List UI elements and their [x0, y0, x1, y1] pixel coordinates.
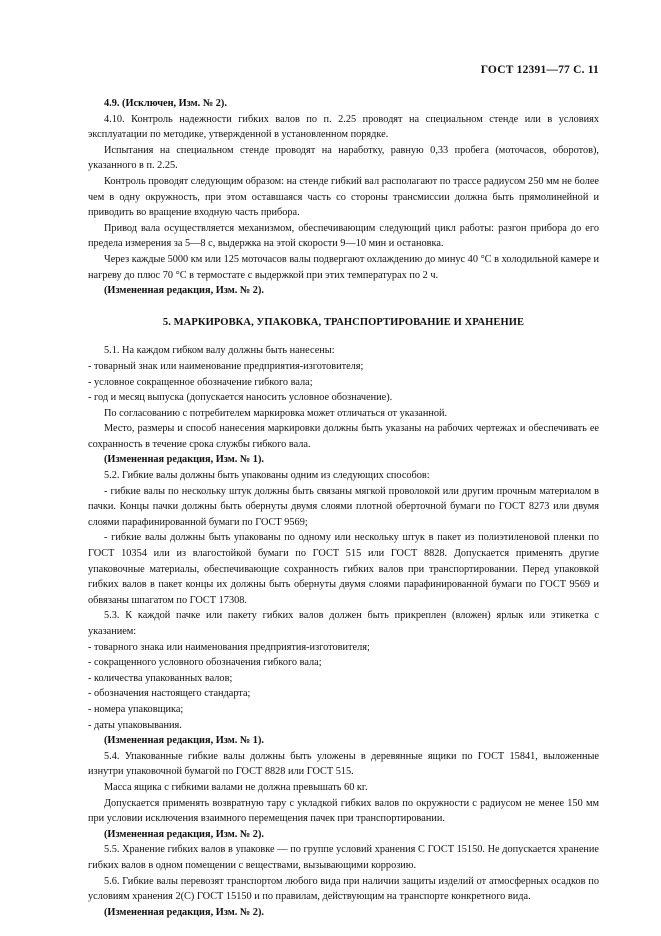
list-item: - количества упакованных валов;: [88, 672, 233, 684]
amendment-note: (Измененная редакция, Изм. № 1).: [104, 735, 264, 747]
clause-4-9: 4.9. (Исключен, Изм. № 2).: [104, 98, 227, 109]
amendment-note: (Измененная редакция, Изм. № 1).: [104, 454, 264, 466]
list-item: - условное сокращенное обозначение гибкого вала;: [88, 376, 313, 388]
document-body: [88, 96, 599, 920]
amendment-note: (Измененная редакция, Изм. № 2).: [104, 285, 264, 297]
paragraph: Контроль проводят следующим образом: на стенде гибкий вал располагают по трассе радиусом 250 мм не более чем в одну окружность, при этом оставшаяся часть со стороны трансмиссии должна быть прямолинейной и приводить во вращение входную часть прибора.: [88, 175, 599, 219]
clause-5-1: 5.1. На каждом гибком валу должны быть нанесены:: [104, 345, 335, 357]
list-item: - год и месяц выпуска (допускается наносить условное обозначение).: [88, 392, 393, 404]
clause-5-5: 5.5. Хранение гибких валов в упаковке — по группе условий хранения С ГОСТ 15150. Не допускается хранение гибких валов в одном помещении с веществами, вызывающими коррозию.: [88, 844, 599, 871]
list-item: - товарный знак или наименование предприятия-изготовителя;: [88, 360, 364, 372]
paragraph: Привод вала осуществляется механизмом, обеспечивающим следующий цикл работы: разгон прибора до его предела измерения за 5—8 с, выдержка на этой скорости 9—10 мин и остановка.: [88, 222, 599, 250]
clause-5-6: 5.6. Гибкие валы перевозят транспортом любого вида при наличии защиты изделий от атмосферных осадков по условиям хранения 2(С) ГОСТ 15150 и по правилам, действующим на транспорте конкретного вида.: [88, 875, 599, 903]
page-header: ГОСТ 12391—77 С. 11: [480, 64, 599, 76]
paragraph: Место, размеры и способ нанесения маркировки должны быть указаны на рабочих чертежах и обеспечивать ее сохранность в течение срока службы гибкого вала.: [88, 423, 599, 450]
list-item: - товарного знака или наименования предприятия-изготовителя;: [88, 641, 370, 653]
paragraph: Масса ящика с гибкими валами не должна превышать 60 кг.: [104, 781, 368, 793]
list-item: - обозначения настоящего стандарта;: [88, 688, 251, 700]
paragraph: По согласованию с потребителем маркировка может отличаться от указанной.: [104, 407, 448, 419]
amendment-note: (Измененная редакция, Изм. № 2).: [104, 906, 264, 918]
section-title: 5. МАРКИРОВКА, УПАКОВКА, ТРАНСПОРТИРОВАНИЕ И ХРАНЕНИЕ: [162, 316, 525, 328]
paragraph: Допускается применять возвратную тару с укладкой гибких валов по окружности с радиусом не менее 150 мм при условии исключения взаимного перемещения пачек при транспортировании.: [88, 797, 599, 825]
clause-5-4: 5.4. Упакованные гибкие валы должны быть уложены в деревянные ящики по ГОСТ 15841, выложенные изнутри упаковочной бумагой по ГОСТ 8828 или ГОСТ 515.: [88, 750, 599, 778]
paragraph: Испытания на специальном стенде проводят на наработку, равную 0,33 пробега (моточасов, оборотов), указанного в п. 2.25.: [88, 144, 599, 172]
list-item: - сокращенного условного обозначения гибкого вала;: [88, 657, 322, 669]
paragraph: Через каждые 5000 км или 125 моточасов валы подвергают охлаждению до минус 40 °С в холодильной камере и нагреву до плюс 70 °С в термостате с выдержкой при этих температурах по 2 ч.: [88, 253, 599, 281]
clause-5-3: 5.3. К каждой пачке или пакету гибких валов должен быть прикреплен (вложен) ярлык или этикетка с указанием:: [88, 610, 599, 637]
list-item: - даты упаковывания.: [88, 719, 182, 731]
list-item: - номера упаковщика;: [88, 703, 184, 715]
clause-4-10: 4.10. Контроль надежности гибких валов по п. 2.25 проводят на специальном стенде или в условиях эксплуатации по методике, утвержденной в установленном порядке.: [88, 113, 599, 141]
clause-5-2: 5.2. Гибкие валы должны быть упакованы одним из следующих способов:: [104, 470, 430, 482]
paragraph: - гибкие валы должны быть упакованы по одному или нескольку штук в пакет из полиэтиленовой пленки по ГОСТ 10354 или из влагостойкой бумаги по ГОСТ 515 или ГОСТ 8828. Допускается применять другие упаковочные материалы, обеспечивающие сохранность гибких валов при транспортировании. Перед упаковкой гибких валов в пакет концы их должны быть обернуты двумя слоями парафинированной бумаги по ГОСТ 9569 и обвязаны шпагатом по ГОСТ 17308.: [88, 532, 599, 606]
amendment-note: (Измененная редакция, Изм. № 2).: [104, 828, 264, 840]
paragraph: - гибкие валы по нескольку штук должны быть связаны мягкой проволокой или другим прочным материалом в пачки. Концы пачки должны быть обернуты двумя слоями плотной оберточной бумаги по ГОСТ 8273 или двумя слоями парафинированной бумаги по ГОСТ 9569;: [88, 485, 599, 528]
